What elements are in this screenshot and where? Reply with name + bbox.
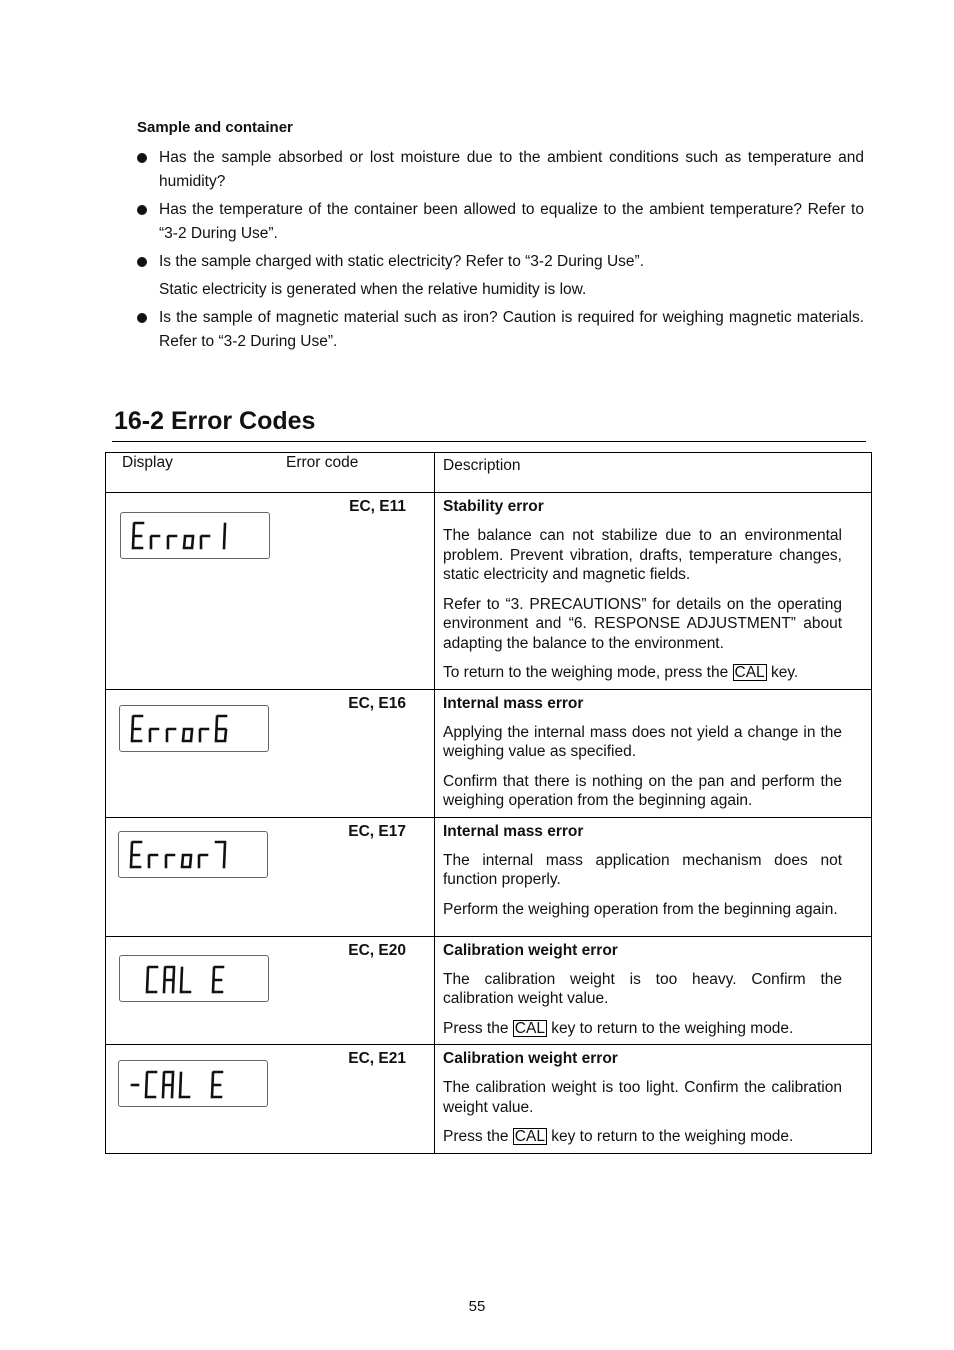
list-item bbox=[137, 250, 864, 274]
description-text: Confirm that there is nothing on the pan and perform the weighing operation from the beginning again. bbox=[443, 772, 842, 809]
header-display: Display bbox=[122, 454, 173, 471]
lcd-display bbox=[119, 955, 269, 1002]
sample-heading: Sample and container bbox=[137, 119, 293, 136]
bullet-text: Is the sample of magnetic material such as iron? Caution is required for weighing magnetic materials. Refer to “3-2 During Use”. bbox=[159, 309, 864, 350]
error-code: EC, E17 bbox=[348, 822, 406, 840]
display-cell bbox=[106, 689, 435, 817]
static-electricity-note: Static electricity is generated when the relative humidity is low. bbox=[159, 281, 587, 298]
error-title: Calibration weight error bbox=[443, 941, 618, 959]
description-text: The internal mass application mechanism does not function properly. bbox=[443, 851, 842, 888]
description-text: The calibration weight is too heavy. Confirm the calibration weight value. bbox=[443, 970, 842, 1007]
description-text: The balance can not stabilize due to an environmental problem. Prevent vibration, drafts, temperature changes, static electricity and magnetic fields. bbox=[443, 527, 842, 583]
bullet-icon bbox=[137, 313, 147, 323]
lcd-display bbox=[120, 512, 270, 559]
description-cell bbox=[435, 689, 872, 817]
header-cell-display-code bbox=[106, 453, 435, 493]
cal-key-label: CAL bbox=[514, 1019, 545, 1037]
list-item bbox=[137, 198, 864, 246]
description-cell bbox=[435, 1045, 872, 1154]
bullet-text: Is the sample charged with static electricity? Refer to “3-2 During Use”. bbox=[159, 253, 644, 270]
description-text: The calibration weight is too light. Confirm the calibration weight value. bbox=[443, 1079, 842, 1116]
display-cell bbox=[106, 817, 435, 936]
return-instruction: Press the CAL key to return to the weighing mode. bbox=[443, 1128, 794, 1145]
list-item bbox=[137, 306, 864, 354]
lcd-display bbox=[118, 831, 268, 878]
header-error-code: Error code bbox=[286, 454, 359, 471]
lcd-display bbox=[118, 1060, 268, 1107]
display-cell bbox=[106, 493, 435, 690]
description-cell bbox=[435, 936, 872, 1045]
sample-checklist bbox=[137, 146, 864, 358]
error-title: Stability error bbox=[443, 498, 544, 515]
error-code: EC, E20 bbox=[348, 941, 406, 959]
lcd-display bbox=[119, 705, 269, 752]
description-text: Perform the weighing operation from the beginning again. bbox=[443, 900, 838, 918]
error-title: Calibration weight error bbox=[443, 1050, 618, 1067]
error-code: EC, E21 bbox=[348, 1050, 406, 1067]
table-header-row bbox=[106, 453, 872, 493]
table-row bbox=[106, 936, 872, 1045]
return-instruction: Press the CAL key to return to the weighing mode. bbox=[443, 1019, 794, 1037]
error-title: Internal mass error bbox=[443, 822, 584, 840]
lcd-error7-image bbox=[119, 832, 267, 877]
display-cell bbox=[106, 1045, 435, 1154]
description-text: Refer to “3. PRECAUTIONS” for details on the operating environment and “6. RESPONSE ADJUSTMENT” about adapting the balance to the environment. bbox=[443, 595, 842, 652]
table-row bbox=[106, 1045, 872, 1154]
description-cell bbox=[435, 493, 872, 690]
error-code: EC, E11 bbox=[349, 498, 406, 515]
lcd-error1-image bbox=[121, 513, 269, 558]
error-code: EC, E16 bbox=[348, 694, 406, 712]
bullet-icon bbox=[137, 205, 147, 215]
cal-key-label: CAL bbox=[734, 664, 765, 681]
cal-key-label: CAL bbox=[514, 1128, 545, 1145]
table-row bbox=[106, 817, 872, 936]
lcd-minus-cal-e-image bbox=[119, 1061, 267, 1106]
error-codes-table bbox=[105, 452, 872, 1154]
section-title: 16-2 Error Codes bbox=[114, 407, 316, 435]
header-description: Description bbox=[435, 453, 872, 493]
bullet-icon bbox=[137, 153, 147, 163]
list-item bbox=[137, 146, 864, 194]
return-instruction: To return to the weighing mode, press the CAL key. bbox=[443, 664, 799, 681]
page-number: 55 bbox=[468, 1298, 486, 1315]
section-divider bbox=[112, 441, 866, 442]
bullet-text: Has the temperature of the container been allowed to equalize to the ambient temperature? Refer to “3-2 During Use”. bbox=[159, 201, 864, 242]
display-cell bbox=[106, 936, 435, 1045]
description-cell bbox=[435, 817, 872, 936]
bullet-icon bbox=[137, 257, 147, 267]
lcd-error6-image bbox=[120, 706, 268, 751]
description-text: Applying the internal mass does not yield a change in the weighing value as specified. bbox=[443, 723, 842, 760]
lcd-cal-e-image bbox=[120, 956, 268, 1001]
table-row bbox=[106, 493, 872, 690]
table-row bbox=[106, 689, 872, 817]
bullet-text: Has the sample absorbed or lost moisture due to the ambient conditions such as temperature and humidity? bbox=[159, 149, 864, 190]
error-title: Internal mass error bbox=[443, 694, 584, 712]
